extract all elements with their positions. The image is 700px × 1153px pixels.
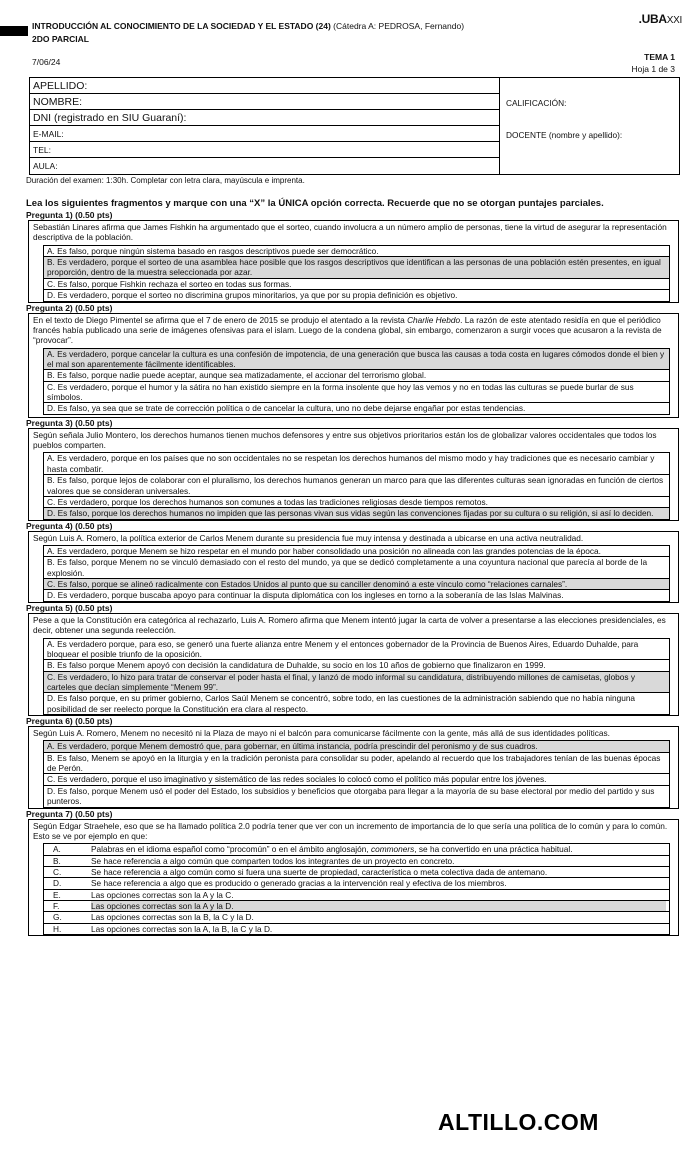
questions-section — [26, 198, 681, 936]
option-h[interactable]: H. Las opciones correctas son la A, la B, la C y la D. — [43, 924, 670, 935]
instructions: Lea los siguientes fragmentos y marque con una “X” la ÚNICA opción correcta. Recuerde que no se otorgan puntajes parciales. — [26, 198, 604, 209]
option-d[interactable]: D. Es falso porque, en su primer gobierno, Carlos Saúl Menem se concentró, sobre todo, en las cuestiones de la administración sabiendo que no había ninguna posibilidad de ser reelecto porque la Constitución era clara al respecto. — [43, 693, 670, 715]
question-stem: En el texto de Diego Pimentel se afirma que el 7 de enero de 2015 se produjo el atentado a la revista Charlie Hebdo. La razón de este atentado residía en que el periódico francés había publicado una serie de imágenes ofensivas para el islam. Luego de la condena global, sin embargo, comenzaron a surgir voces que acusaron a la revista de “provocar”. — [33, 314, 662, 346]
student-fields — [30, 78, 500, 174]
option-a[interactable]: A. Es verdadero, porque en los países que no son occidentales no se respetan los derechos humanos del mismo modo y hay tradiciones que es necesario cambiar y hasta combatir. — [43, 452, 670, 475]
option-f[interactable]: F. Las opciones correctas son la A y la D. — [43, 901, 670, 912]
option-d[interactable]: D. Es verdadero, porque buscaba apoyo para continuar la disputa diplomática con los ingleses en torno a la soberanía de las Islas Malvinas. — [43, 590, 670, 601]
option-a[interactable]: A. Es falso, porque ningún sistema basado en rasgos descriptivos puede ser democrático. — [43, 245, 670, 257]
black-marker-bar — [0, 26, 28, 36]
dni-field[interactable]: DNI (registrado en SIU Guaraní): — [30, 110, 499, 126]
question-label: Pregunta 2) (0.50 pts) — [26, 302, 113, 313]
uba-xxi-logo: .UBAXXI — [638, 12, 682, 26]
question-stem: Según Edgar Straehele, eso que se ha llamado política 2.0 podría tener que ver con un incremento de importancia de lo que sería una política de lo común y para lo común. Esto se ve por ejemplo en que: — [33, 820, 668, 841]
option-d[interactable]: D. Es verdadero, porque el sorteo no discrimina grupos minoritarios, ya que por su propia definición es objetivo. — [43, 290, 670, 301]
question-stem: Según Luis A. Romero, la política exterior de Carlos Menem durante su presidencia fue muy intensa y destinada a ubicarse en una activa neutralidad. — [33, 532, 584, 543]
apellido-field[interactable]: APELLIDO: — [30, 78, 499, 94]
email-field[interactable]: E-MAIL: — [30, 126, 499, 142]
option-d[interactable]: D. Es falso, porque Menem usó el poder del Estado, los subsidios y beneficios que otorgaba para llegar a la mayoría de su base electoral por medio del partido y sus punteros. — [43, 786, 670, 808]
tema-label: TEMA 1 — [644, 52, 675, 62]
option-b[interactable]: B. Se hace referencia a algo común que comparten todos los integrantes de un proyecto en concreto. — [43, 856, 670, 867]
option-a[interactable]: A. Es verdadero, porque cancelar la cultura es una confesión de impotencia, de una generación que busca las causas a toda costa en lugares cómodos donde el bien y el mal son aparentemente fácilmente identificables. — [43, 348, 670, 371]
calificacion-label: CALIFICACIÓN: — [506, 98, 567, 108]
question-3 — [28, 428, 679, 521]
question-stem: Sebastián Linares afirma que James Fishkin ha argumentado que el sorteo, cuando involucra a un número amplio de personas, tiene la virtud de asegurar la representación descriptiva de la población. — [33, 222, 667, 243]
option-b[interactable]: B. Es verdadero, porque el sorteo de una asamblea hace posible que los rasgos descriptivos que identifican a las personas de una población estén presentes, en igual proporción, dentro de la muestra seleccionada por azar. — [43, 257, 670, 279]
option-g[interactable]: G. Las opciones correctas son la B, la C y la D. — [43, 912, 670, 923]
question-label: Pregunta 1) (0.50 pts) — [26, 210, 113, 220]
question-label: Pregunta 7) (0.50 pts) — [26, 808, 113, 819]
question-label: Pregunta 3) (0.50 pts) — [26, 417, 113, 428]
option-c[interactable]: C. Es verdadero, lo hizo para tratar de conservar el poder hasta el final, y lanzó de modo informal su candidatura, distribuyendo millones de camisetas, globos y carteles que decían simplemente “Menem 99”. — [43, 672, 670, 694]
course-title: INTRODUCCIÓN AL CONOCIMIENTO DE LA SOCIEDAD Y EL ESTADO (24) (Cátedra A: PEDROSA, Fernando) — [32, 21, 465, 31]
option-b[interactable]: B. Es falso, porque Menem no se vinculó demasiado con el resto del mundo, ya que se dedicó completamente a una coyuntura nacional que parecía al borde de la explosión. — [43, 557, 670, 579]
nombre-field[interactable]: NOMBRE: — [30, 94, 499, 110]
option-c[interactable]: C. Es falso, porque Fishkin rechaza el sorteo en todas sus formas. — [43, 279, 670, 290]
student-info-box — [29, 77, 680, 175]
question-label: Pregunta 4) (0.50 pts) — [26, 520, 113, 531]
option-d[interactable]: D. Es falso, porque los derechos humanos no impiden que las personas vivan sus vidas según las convenciones fijadas por su cultura o su religión, si así lo deciden. — [43, 508, 670, 519]
question-4 — [28, 531, 679, 603]
question-1 — [28, 220, 679, 303]
aula-field[interactable]: AULA: — [33, 161, 58, 171]
question-stem: Según Luis A. Romero, Menem no necesitó ni la Plaza de mayo ni el balcón para comunicarse fácilmente con la gente, más allá de sus identidades políticas. — [33, 728, 610, 739]
option-b[interactable]: B. Es falso, Menem se apoyó en la liturgia y en la tradición peronista para consolidar su poder, apelando al recuerdo que los trabajadores tenían de las buenas épocas de Perón. — [43, 753, 670, 775]
page-count: Hoja 1 de 3 — [631, 64, 675, 74]
option-c[interactable]: C. Es verdadero, porque los derechos humanos son comunes a todas las tradiciones religiosas desde tiempos remotos. — [43, 497, 670, 508]
option-a[interactable]: A. Palabras en el idioma español como “procomún” o en el ámbito anglosajón, commoners, se ha convertido en una práctica habitual. — [43, 843, 670, 855]
question-stem: Pese a que la Constitución era categórica al rechazarlo, Luis A. Romero afirma que Menem intentó jugar la carta de volver a presentarse a las elecciones presidenciales, es decir, obtener una segunda reelección. — [33, 614, 666, 636]
altillo-logo: ALTILLO.COM — [438, 1109, 599, 1135]
question-6 — [28, 726, 679, 809]
duration-note: Duración del examen: 1:30h. Completar con letra clara, mayúscula e imprenta. — [26, 176, 305, 185]
option-b[interactable]: B. Es falso, porque lejos de colaborar con el pluralismo, los derechos humanos generan un marco para que las diferentes culturas sean ignoradas en función de ciertos valores que se consideran universales. — [43, 475, 670, 497]
option-e[interactable]: E. Las opciones correctas son la A y la C. — [43, 890, 670, 901]
option-a[interactable]: A. Es verdadero, porque Menem demostró que, para gobernar, en última instancia, podría prescindir del peronismo y de sus cuadros. — [43, 740, 670, 752]
option-a[interactable]: A. Es verdadero porque, para eso, se generó una fuerte alianza entre Menem y el entonces gobernador de la Provincia de Buenos Aires, Eduardo Duhalde, para bloquear el posible triunfo de la oposición. — [43, 638, 670, 661]
question-label: Pregunta 5) (0.50 pts) — [26, 602, 113, 613]
option-b[interactable]: B. Es falso, porque nadie puede aceptar, aunque sea matizadamente, el accionar del terrorismo global. — [43, 370, 670, 381]
option-c[interactable]: C. Se hace referencia a algo común como si fuera una suerte de propiedad, característica o meta colectiva dada de antemano. — [43, 867, 670, 878]
option-d[interactable]: D. Es falso, ya sea que se trate de corrección política o de cancelar la cultura, uno no debe dejarse engañar por estas tendencias. — [43, 403, 670, 414]
docente-label: DOCENTE (nombre y apellido): — [506, 130, 623, 140]
exam-name: 2DO PARCIAL — [32, 34, 89, 44]
option-d[interactable]: D. Se hace referencia a algo que es producido o generado gracias a la intervención real y efectiva de los miembros. — [43, 878, 670, 889]
option-c[interactable]: C. Es verdadero, porque el uso imaginativo y sistemático de las redes sociales lo colocó como el político más popular entre los jóvenes. — [43, 774, 670, 785]
question-stem: Según señala Julio Montero, los derechos humanos tienen muchos defensores y entre sus objetivos prioritarios están los de globalizar valores occidentales que todos los pueblos comparten. — [33, 429, 657, 451]
option-a[interactable]: A. Es verdadero, porque Menem se hizo respetar en el mundo por haber consolidado una posición no alineada con las grandes potencias de la época. — [43, 545, 670, 557]
question-label: Pregunta 6) (0.50 pts) — [26, 716, 113, 727]
exam-date: 7/06/24 — [32, 57, 61, 67]
question-2 — [28, 313, 679, 418]
question-5 — [28, 613, 679, 716]
option-b[interactable]: B. Es falso porque Menem apoyó con decisión la candidatura de Duhalde, su socio en los 10 años de gobierno que finalizaron en 1999. — [43, 660, 670, 671]
tel-field[interactable]: TEL: — [30, 142, 499, 158]
option-c[interactable]: C. Es verdadero, porque el humor y la sátira no han existido siempre en la forma insolente que hoy las vemos y no en todas las culturas se puede burlar de sus símbolos. — [43, 382, 670, 404]
question-7 — [28, 819, 679, 937]
option-c[interactable]: C. Es falso, porque se alineó radicalmente con Estados Unidos al punto que su canciller denominó a este vínculo como “relaciones carnales”. — [43, 579, 670, 590]
